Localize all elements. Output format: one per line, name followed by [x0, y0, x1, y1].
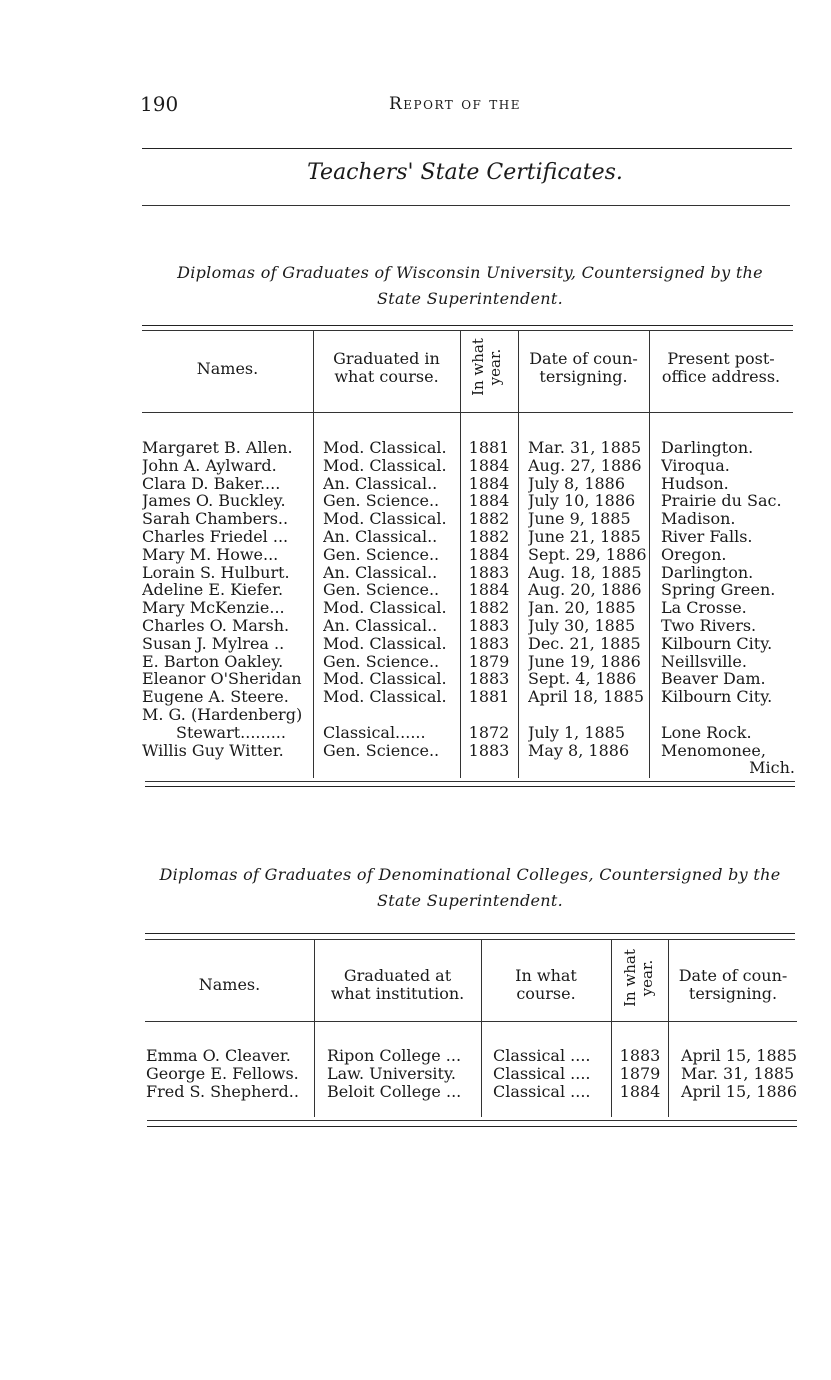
table1-cell-name: Eugene A. Steere.: [142, 688, 289, 707]
table2-cell-course: Classical ....: [493, 1083, 591, 1101]
table1-cell-date: Dec. 21, 1885: [528, 634, 641, 653]
table2-cell-name: Emma O. Cleaver.: [146, 1047, 291, 1065]
table1-cell-name: Mary M. Howe...: [142, 545, 279, 564]
table1-cell-course: An. Classical..: [323, 528, 438, 546]
table1-cell-address: La Crosse.: [661, 599, 747, 618]
table1-caption-line1: Diplomas of Graduates of Wisconsin University, Countersigned by the: [177, 263, 763, 282]
table1-cell-year: 1883: [468, 617, 510, 635]
table1-cell-date: April 18, 1885: [528, 688, 645, 707]
table1-cell-year: 1884: [468, 474, 510, 493]
table1-cell-address: Darlington.: [661, 563, 754, 582]
table-row: [0, 457, 831, 475]
table1-cell-address: Neillsville.: [661, 652, 747, 671]
table1-cell-name: Stewart.........: [176, 723, 286, 742]
table1-cell-year: 1881: [468, 688, 510, 707]
table2-cell-institution: Law. University.: [327, 1065, 456, 1083]
table1-cell-name: Lorain S. Hulburt.: [142, 563, 290, 582]
table-row: [0, 1047, 831, 1065]
table1-cell-date: Aug. 18, 1885: [528, 563, 642, 582]
table1-header-course: Graduated in what course.: [333, 349, 440, 386]
table1-cell-address: Kilbourn City.: [661, 634, 773, 653]
table1-cell-course: Mod. Classical.: [323, 634, 447, 653]
table1-cell-date: Sept. 29, 1886: [528, 545, 647, 564]
table1-cell-year: 1879: [468, 652, 510, 671]
table-row: [0, 439, 831, 457]
table-row: [0, 1083, 831, 1101]
table1-cell-year: 1883: [468, 634, 510, 653]
table1-cell-course: An. Classical..: [323, 474, 438, 493]
table-row: [0, 510, 831, 528]
table1-cell-course: An. Classical..: [323, 563, 438, 582]
table1-cell-address: Kilbourn City.: [661, 688, 773, 707]
table2-bottom-rule: [147, 1120, 797, 1121]
table1-cell-course: Gen. Science..: [323, 492, 440, 511]
table1-top-rule-inner: [142, 330, 793, 331]
table1-bottom-rule: [145, 781, 795, 782]
table1-header-year: In what year.: [469, 338, 504, 396]
table1-cell-address: Oregon.: [661, 545, 727, 564]
table1-cell-address: River Falls.: [661, 528, 753, 546]
table1-cell-address: Madison.: [661, 510, 736, 529]
table1-bottom-rule-outer: [145, 786, 795, 787]
table2-header-institution: Graduated at what institution.: [330, 966, 465, 1003]
table2-cell-date: Mar. 31, 1885: [681, 1065, 795, 1083]
table1-cell-year: 1883: [468, 670, 510, 689]
table1-cell-year: 1884: [468, 545, 510, 564]
table1-cell-address: Spring Green.: [661, 581, 776, 600]
table1-cell-name: Margaret B. Allen.: [142, 439, 293, 457]
table1-cell-address: Prairie du Sac.: [661, 492, 782, 511]
table1-cell-course: Gen. Science..: [323, 741, 440, 760]
table2-cell-year: 1884: [619, 1083, 661, 1101]
table1-header-address: Present post- office address.: [661, 349, 781, 386]
table1-cell-date: July 10, 1886: [528, 492, 636, 511]
table2-cell-year: 1879: [619, 1065, 661, 1083]
table1-cell-name: Eleanor O'Sheridan: [142, 670, 302, 689]
table1-cell-name: Willis Guy Witter.: [142, 741, 284, 760]
table1-cell-name: Charles Friedel ...: [142, 528, 289, 546]
table2-header-date: Date of coun- tersigning.: [678, 966, 788, 1003]
table1-cell-year: 1884: [468, 581, 510, 600]
table1-cell-year: 1881: [468, 439, 510, 457]
table1-cell-course: Classical......: [323, 723, 426, 742]
table1-cell-year: 1882: [468, 599, 510, 618]
table2-cell-name: Fred S. Shepherd..: [146, 1083, 299, 1101]
table2-caption-line2: State Superintendent.: [377, 891, 563, 910]
title-top-rule: [142, 148, 792, 149]
table1-cell-name: Sarah Chambers..: [142, 510, 289, 529]
table2-cell-year: 1883: [619, 1047, 661, 1065]
table1-cell-year: 1872: [468, 723, 510, 742]
table1-cell-date: July 1, 1885: [528, 723, 626, 742]
table1-cell-year: 1882: [468, 528, 510, 546]
table1-cell-course: An. Classical..: [323, 617, 438, 635]
table1-cell-date: July 30, 1885: [528, 617, 636, 635]
table1-cell-name: M. G. (Hardenberg): [142, 706, 303, 724]
table2-cell-course: Classical ....: [493, 1047, 591, 1065]
table1-cell-date: July 8, 1886: [528, 474, 626, 493]
table-row: [0, 742, 831, 760]
table1-cell-course: Gen. Science..: [323, 545, 440, 564]
table2-cell-course: Classical ....: [493, 1065, 591, 1083]
table1-cell-address: Viroqua.: [661, 456, 730, 475]
table-row: [0, 635, 831, 653]
table1-cell-course: Mod. Classical.: [323, 439, 447, 457]
table1-header-rule: [142, 412, 793, 413]
table-row: [0, 759, 831, 777]
table-row: [0, 599, 831, 617]
table1-cell-course: Mod. Classical.: [323, 688, 447, 707]
table1-cell-name: Charles O. Marsh.: [142, 617, 290, 635]
table2-caption-line1: Diplomas of Graduates of Denominational Colleges, Countersigned by the: [159, 865, 781, 884]
table2-cell-date: April 15, 1886: [681, 1083, 798, 1101]
table1-cell-year: 1883: [468, 741, 510, 760]
table1-cell-course: Gen. Science..: [323, 652, 440, 671]
page-title: Teachers' State Certificates.: [307, 160, 623, 185]
table1-cell-date: Mar. 31, 1885: [528, 439, 642, 457]
table-row: [0, 546, 831, 564]
table1-cell-course: Mod. Classical.: [323, 456, 447, 475]
table1-cell-date: Sept. 4, 1886: [528, 670, 637, 689]
table1-cell-name: E. Barton Oakley.: [142, 652, 284, 671]
table1-cell-year: 1882: [468, 510, 510, 529]
running-head: Report of the: [389, 94, 521, 114]
table2-header-rule: [145, 1021, 797, 1022]
table1-cell-address: Mich.: [749, 759, 795, 778]
table-row: [0, 724, 831, 742]
table-row: [0, 653, 831, 671]
table2-cell-date: April 15, 1885: [681, 1047, 798, 1065]
table2-top-rule: [145, 933, 795, 934]
table2-cell-name: George E. Fellows.: [146, 1065, 299, 1083]
table-row: [0, 688, 831, 706]
table-row: [0, 581, 831, 599]
table1-cell-name: Susan J. Mylrea ..: [142, 634, 285, 653]
table-row: [0, 475, 831, 493]
table1-header-date: Date of coun- tersigning.: [529, 349, 638, 386]
table1-cell-date: June 19, 1886: [528, 652, 641, 671]
table2-cell-institution: Beloit College ...: [327, 1083, 462, 1101]
table1-caption-line2: State Superintendent.: [377, 289, 563, 308]
table1-cell-address: Lone Rock.: [661, 723, 752, 742]
table-row: [0, 670, 831, 688]
table1-cell-date: June 21, 1885: [528, 528, 641, 546]
table2-caption: [140, 862, 800, 914]
table2-header-year: In what year.: [621, 949, 656, 1007]
table1-top-rule: [142, 325, 793, 326]
table1-cell-date: June 9, 1885: [528, 510, 631, 529]
table2-cell-institution: Ripon College ...: [327, 1047, 462, 1065]
table1-cell-name: Clara D. Baker....: [142, 474, 281, 493]
table1-cell-date: Jan. 20, 1885: [528, 599, 636, 618]
table1-cell-address: Hudson.: [661, 474, 729, 493]
table1-cell-course: Gen. Science..: [323, 581, 440, 600]
table1-cell-name: Adeline E. Kiefer.: [142, 581, 284, 600]
table1-cell-address: Two Rivers.: [661, 617, 757, 635]
table1-header-names: Names.: [196, 359, 259, 378]
page-number: 190: [140, 92, 179, 116]
table1-cell-name: John A. Aylward.: [142, 456, 277, 475]
table-row: [0, 528, 831, 546]
table2-header-names: Names.: [198, 975, 261, 994]
table1-cell-address: Menomonee,: [661, 741, 766, 760]
table-row: [0, 1065, 831, 1083]
table1-cell-year: 1883: [468, 563, 510, 582]
table1-cell-name: Mary McKenzie...: [142, 599, 285, 618]
table1-cell-course: Mod. Classical.: [323, 599, 447, 618]
table-row: [0, 492, 831, 510]
table-row: [0, 617, 831, 635]
table1-cell-course: Mod. Classical.: [323, 510, 447, 529]
table1-cell-year: 1884: [468, 456, 510, 475]
table1-cell-name: James O. Buckley.: [142, 492, 286, 511]
table1-cell-date: Aug. 27, 1886: [528, 456, 642, 475]
table1-cell-date: May 8, 1886: [528, 741, 630, 760]
table2-header-course: In what course.: [515, 966, 577, 1003]
table1-cell-course: Mod. Classical.: [323, 670, 447, 689]
table-row: [0, 564, 831, 582]
table2-bottom-rule-outer: [147, 1126, 797, 1127]
table2-top-rule-inner: [145, 939, 795, 940]
table1-cell-date: Aug. 20, 1886: [528, 581, 642, 600]
table1-cell-address: Beaver Dam.: [661, 670, 766, 689]
table1-caption: [140, 260, 800, 312]
table-row: [0, 706, 831, 724]
table1-cell-address: Darlington.: [661, 439, 754, 457]
title-bottom-rule: [142, 205, 790, 206]
table1-cell-year: 1884: [468, 492, 510, 511]
